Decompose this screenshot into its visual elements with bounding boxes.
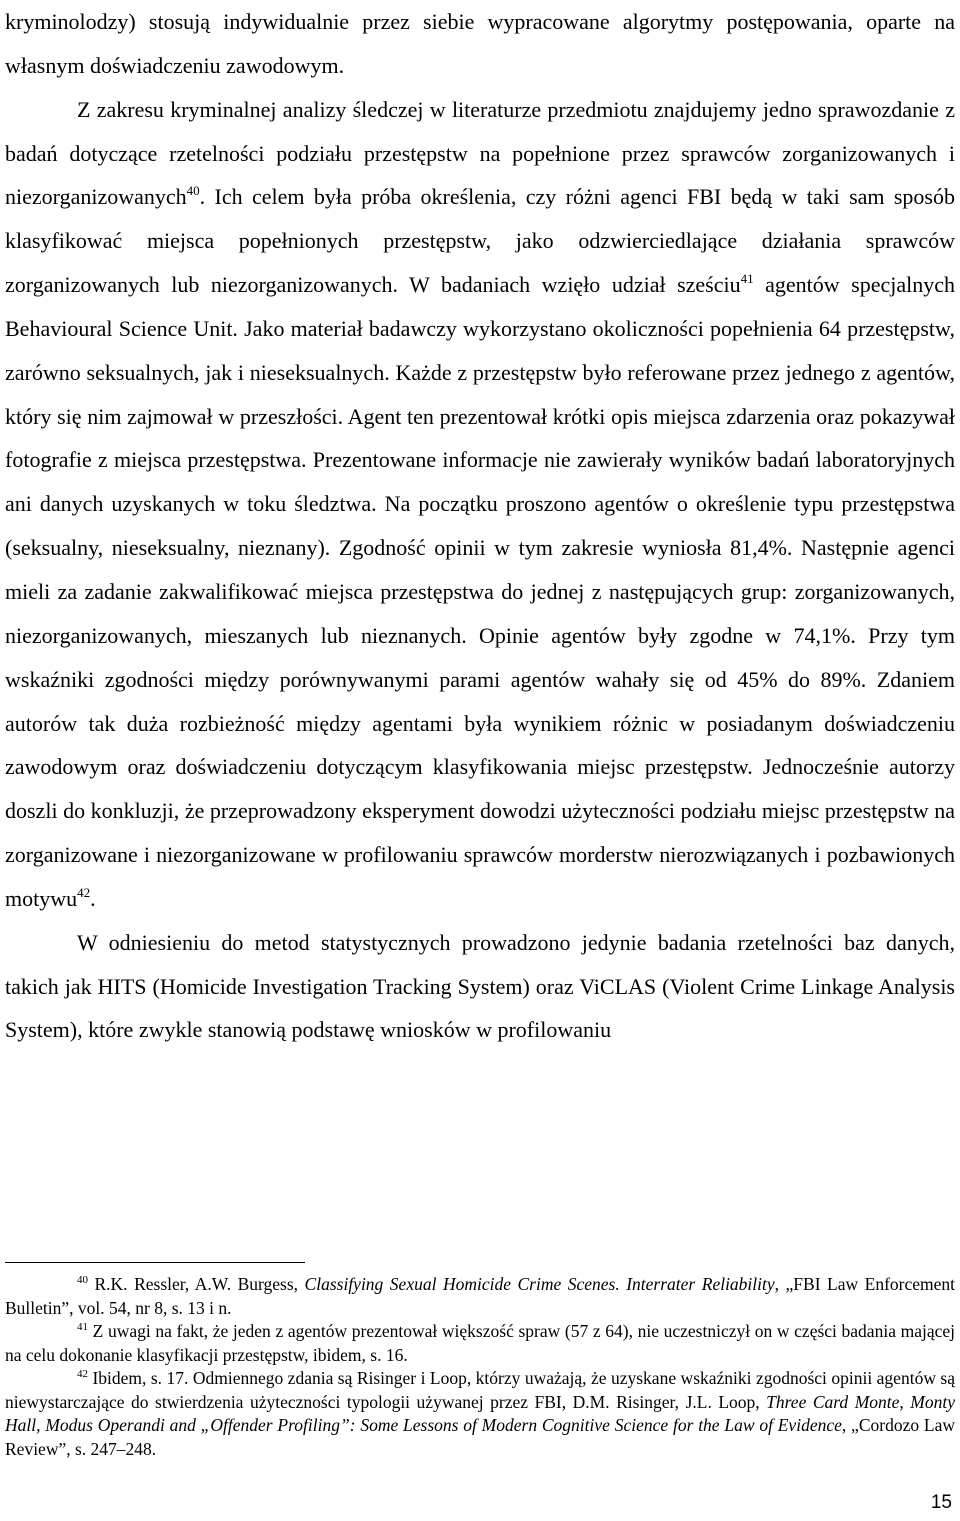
main-text	[5, 0, 955, 1052]
footnote-ref-40[interactable]: 40	[186, 183, 200, 199]
footnote-42-title: Three Card Monte, Monty Hall, Modus Operandi and „Offender Profiling”: Some Lessons of Modern Cognitive Science for the Law of Evidence	[5, 1391, 955, 1435]
footnotes	[5, 1273, 955, 1461]
paragraph-3-text: W odniesieniu do metod statystycznych prowadzono jedynie badania rzetelności baz danych, takich jak HITS (Homicide Investigation Tracking System) oraz ViCLAS (Violent Crime Linkage Analysis System), które zwykle stanowią podstawę wniosków w profilowaniu	[5, 929, 955, 1043]
footnote-40-authors: R.K. Ressler, A.W. Burgess,	[88, 1274, 305, 1294]
paragraph-2	[5, 88, 955, 921]
footnote-40-rest: , „FBI Law Enforcement Bulletin”, vol. 54, nr 8, s. 13 i n.	[5, 1274, 956, 1318]
paragraph-1-text: kryminolodzy) stosują indywidualnie przez siebie wypracowane algorytmy postępowania, oparte na własnym doświadczeniu zawodowym.	[5, 9, 955, 78]
paragraph-1	[5, 0, 955, 88]
footnote-40-title: Classifying Sexual Homicide Crime Scenes. Interrater Reliability	[304, 1274, 775, 1294]
footnote-42	[5, 1367, 955, 1461]
footnote-ref-41[interactable]: 41	[740, 271, 754, 287]
paragraph-2-text-d: .	[90, 885, 96, 911]
footnote-number-40: 40	[77, 1274, 88, 1286]
footnote-ref-42[interactable]: 42	[77, 884, 91, 900]
footnote-number-42: 42	[77, 1368, 88, 1380]
footnote-41-text: Z uwagi na fakt, że jeden z agentów prezentował większość spraw (57 z 64), nie uczestniczył on w części badania mającej na celu dokonanie klasyfikacji przestępstw, ibidem, s. 16.	[5, 1321, 955, 1365]
footnote-40	[5, 1273, 955, 1320]
paragraph-2-text-a: Z zakresu kryminalnej analizy śledczej w literaturze przedmiotu znajdujemy jedno sprawozdanie z badań dotyczące rzetelności podziału przestępstw na popełnione przez sprawców zorganizowanych i niezorganizowanych	[5, 96, 955, 210]
paragraph-2-text-c: agentów specjalnych Behavioural Science Unit. Jako materiał badawczy wykorzystano okoliczności popełnienia 64 przestępstw, zarówno seksualnych, jak i nieseksualnych. Każde z przestępstw było referowane przez jednego z agentów, który się nim zajmował w przeszłości. Agent ten prezentował krótki opis miejsca zdarzenia oraz pokazywał fotografie z miejsca przestępstwa. Prezentowane informacje nie zawierały wyników badań laboratoryjnych ani danych uzyskanych w toku śledztwa. Na początku proszono agentów o określenie typu przestępstwa (seksualny, nieseksualny, nieznany). Zgodność opinii w tym zakresie wyniosła 81,4%. Następnie agenci mieli za zadanie zakwalifikować miejsca przestępstwa do jednej z następujących grup: zorganizowanych, niezorganizowanych, mieszanych lub nieznanych. Opinie agentów były zgodne w 74,1%. Przy tym wskaźniki zgodności między porównywanymi parami agentów wahały się od 45% do 89%. Zdaniem autorów tak duża rozbieżność między agentami była wynikiem różnic w posiadanym doświadczeniu zawodowym oraz doświadczeniu dotyczącym klasyfikowania miejsc przestępstw. Jednocześnie autorzy doszli do konkluzji, że przeprowadzony eksperyment dowodzi użyteczności podziału miejsc przestępstw na zorganizowane i niezorganizowane w profilowaniu sprawców morderstw nierozwiązanych i pozbawionych motywu	[5, 272, 955, 911]
paragraph-2-text-b: . Ich celem była próba określenia, czy różni agenci FBI będą w taki sam sposób klasyfikować miejsca popełnionych przestępstw, jako odzwierciedlające działania sprawców zorganizowanych lub niezorganizowanych. W badaniach wzięło udział sześciu	[5, 184, 955, 298]
footnote-number-41: 41	[77, 1321, 88, 1333]
page-number: 15	[930, 1492, 952, 1513]
footnote-separator	[5, 1262, 305, 1263]
paragraph-3	[5, 921, 955, 1053]
footnote-42-rest: , „Cordozo Law Review”, s. 247–248.	[5, 1415, 955, 1459]
footnote-41	[5, 1320, 955, 1367]
footnote-42-text: Ibidem, s. 17. Odmiennego zdania są Risinger i Loop, którzy uważają, że uzyskane wskaźniki zgodności opinii agentów są niewystarczające do stwierdzenia użyteczności typologii używanej przez FBI, D.M. Risinger, J.L. Loop,	[5, 1368, 955, 1412]
